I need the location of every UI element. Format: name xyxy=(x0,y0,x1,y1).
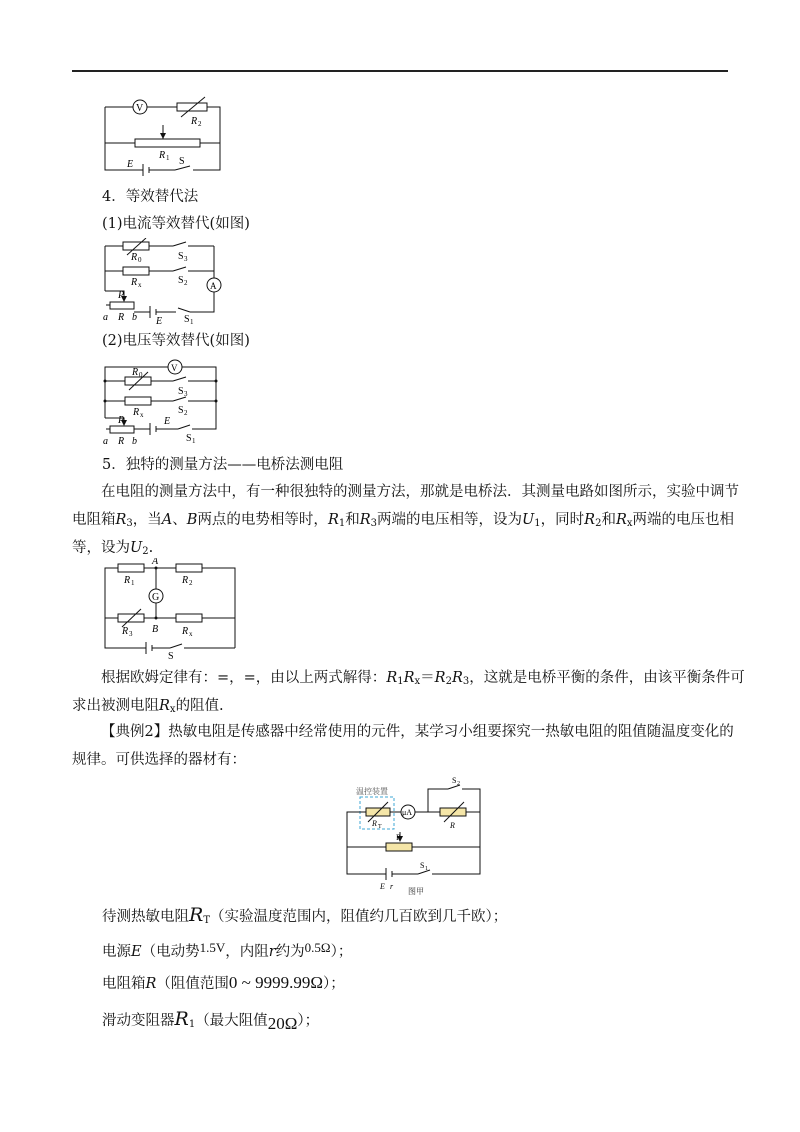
svg-text:S: S xyxy=(186,433,192,444)
heading-method4: 4．等效替代法 xyxy=(102,189,199,205)
svg-text:R: R xyxy=(118,312,125,323)
svg-text:x: x xyxy=(140,411,144,419)
svg-text:b: b xyxy=(132,436,137,446)
svg-text:2: 2 xyxy=(189,579,193,587)
example-2: 【典例2】热敏电阻是传感器中经常使用的元件，某学习小组要探究一热敏电阻的阻值随温度变化的 规律。可供选择的器材有： xyxy=(72,724,734,768)
svg-text:R: R xyxy=(450,821,455,830)
svg-text:A: A xyxy=(152,558,159,567)
svg-text:R: R xyxy=(182,626,189,637)
heading-voltage-substitution: (2)电压等效替代(如图) xyxy=(102,333,250,349)
svg-text:P: P xyxy=(118,415,125,426)
circuit-voltmeter-figure xyxy=(95,95,235,180)
svg-text:T: T xyxy=(378,824,382,830)
svg-text:1: 1 xyxy=(131,579,135,587)
svg-text:P: P xyxy=(118,290,125,301)
svg-text:0: 0 xyxy=(139,371,143,379)
svg-text:R: R xyxy=(191,116,198,127)
svg-text:E: E xyxy=(380,882,385,891)
svg-text:E: E xyxy=(127,159,134,170)
circuit-thermistor-figure xyxy=(340,772,490,896)
svg-text:2: 2 xyxy=(184,279,188,287)
svg-text:S: S xyxy=(178,386,184,397)
svg-text:1: 1 xyxy=(166,154,170,162)
voltmeter-symbol-2: V xyxy=(171,363,178,373)
item-power-source: 电源E（电动势1.5V，内阻r约为0.5Ω）； xyxy=(102,940,353,960)
svg-text:R: R xyxy=(131,252,138,263)
item-thermistor: 待测热敏电阻$R_T$（实验温度范围内，阻值约几百欧到几千欧）； xyxy=(102,904,508,926)
svg-text:S: S xyxy=(168,651,174,660)
svg-text:0: 0 xyxy=(138,256,142,264)
item-rheostat: 滑动变阻器$R_1$（最大阻值20Ω）； xyxy=(102,1008,320,1033)
svg-text:x: x xyxy=(189,630,193,638)
svg-text:S: S xyxy=(420,861,425,870)
heading-method5: 5．独特的测量方法——电桥法测电阻 xyxy=(102,457,344,473)
svg-text:1: 1 xyxy=(192,437,196,445)
paragraph-bridge-balance: 根据欧姆定律有：=，=，由以上两式解得：$R_1R_x=R_2R_3$，这就是电桥平衡的条件，由该平衡条件可 求出被测电阻$R_x$的阻值. xyxy=(72,670,745,715)
svg-text:r: r xyxy=(390,882,394,891)
svg-text:2: 2 xyxy=(198,120,202,128)
item-resistance-box: 电阻箱R（阻值范围0 ~ 9999.99Ω）； xyxy=(102,973,345,992)
svg-text:1: 1 xyxy=(190,318,194,325)
svg-text:x: x xyxy=(138,281,142,289)
circuit-bridge-figure xyxy=(98,558,243,660)
svg-text:R: R xyxy=(118,436,125,446)
ammeter-symbol: A xyxy=(210,281,217,291)
svg-text:3: 3 xyxy=(184,255,188,263)
figure-caption: 图甲 xyxy=(408,887,424,896)
svg-text:R: R xyxy=(133,407,140,418)
svg-text:E: E xyxy=(164,416,171,427)
svg-text:3: 3 xyxy=(184,390,188,398)
svg-text:2: 2 xyxy=(184,409,188,417)
svg-text:a: a xyxy=(103,312,108,323)
svg-text:S: S xyxy=(184,314,190,325)
svg-text:2: 2 xyxy=(457,781,460,787)
heading-current-substitution: (1)电流等效替代(如图) xyxy=(102,216,250,232)
svg-text:B: B xyxy=(152,624,159,635)
example-bracket: 【典例2】 xyxy=(101,724,169,740)
voltmeter-symbol: V xyxy=(136,103,144,114)
paragraph-bridge-method: 在电阻的测量方法中，有一种很独特的测量方法，那就是电桥法．其测量电路如图所示，实验中调节 电阻箱$R_3$，当A、B两点的电势相等时，$R_1$和$R_3$两端的电压相等，设为$U_1$，同时$R_2$和$R_x$两端的电压也相 等，设为$U_2$. xyxy=(72,484,739,557)
svg-text:R: R xyxy=(182,575,189,586)
svg-text:1: 1 xyxy=(425,866,428,872)
circuit-voltage-substitution-figure xyxy=(98,358,233,446)
svg-text:E: E xyxy=(156,316,163,325)
svg-text:S: S xyxy=(178,251,184,262)
svg-text:a: a xyxy=(103,436,108,446)
galvanometer-symbol: G xyxy=(152,592,160,603)
header-rule xyxy=(72,70,728,72)
microammeter-symbol: μA xyxy=(402,808,413,817)
svg-text:P: P xyxy=(396,833,401,842)
thermostat-label: 温控装置 xyxy=(356,787,388,796)
svg-text:R: R xyxy=(159,150,166,161)
svg-text:S: S xyxy=(452,776,457,785)
svg-text:S: S xyxy=(178,405,184,416)
circuit-current-substitution-figure xyxy=(98,238,233,325)
svg-text:R: R xyxy=(124,575,131,586)
svg-text:S: S xyxy=(179,156,185,167)
svg-text:R: R xyxy=(372,819,377,828)
svg-text:R: R xyxy=(131,277,138,288)
svg-text:3: 3 xyxy=(129,630,133,638)
svg-text:R: R xyxy=(132,367,139,378)
svg-text:R: R xyxy=(122,626,129,637)
svg-text:S: S xyxy=(178,275,184,286)
svg-text:b: b xyxy=(132,312,137,323)
